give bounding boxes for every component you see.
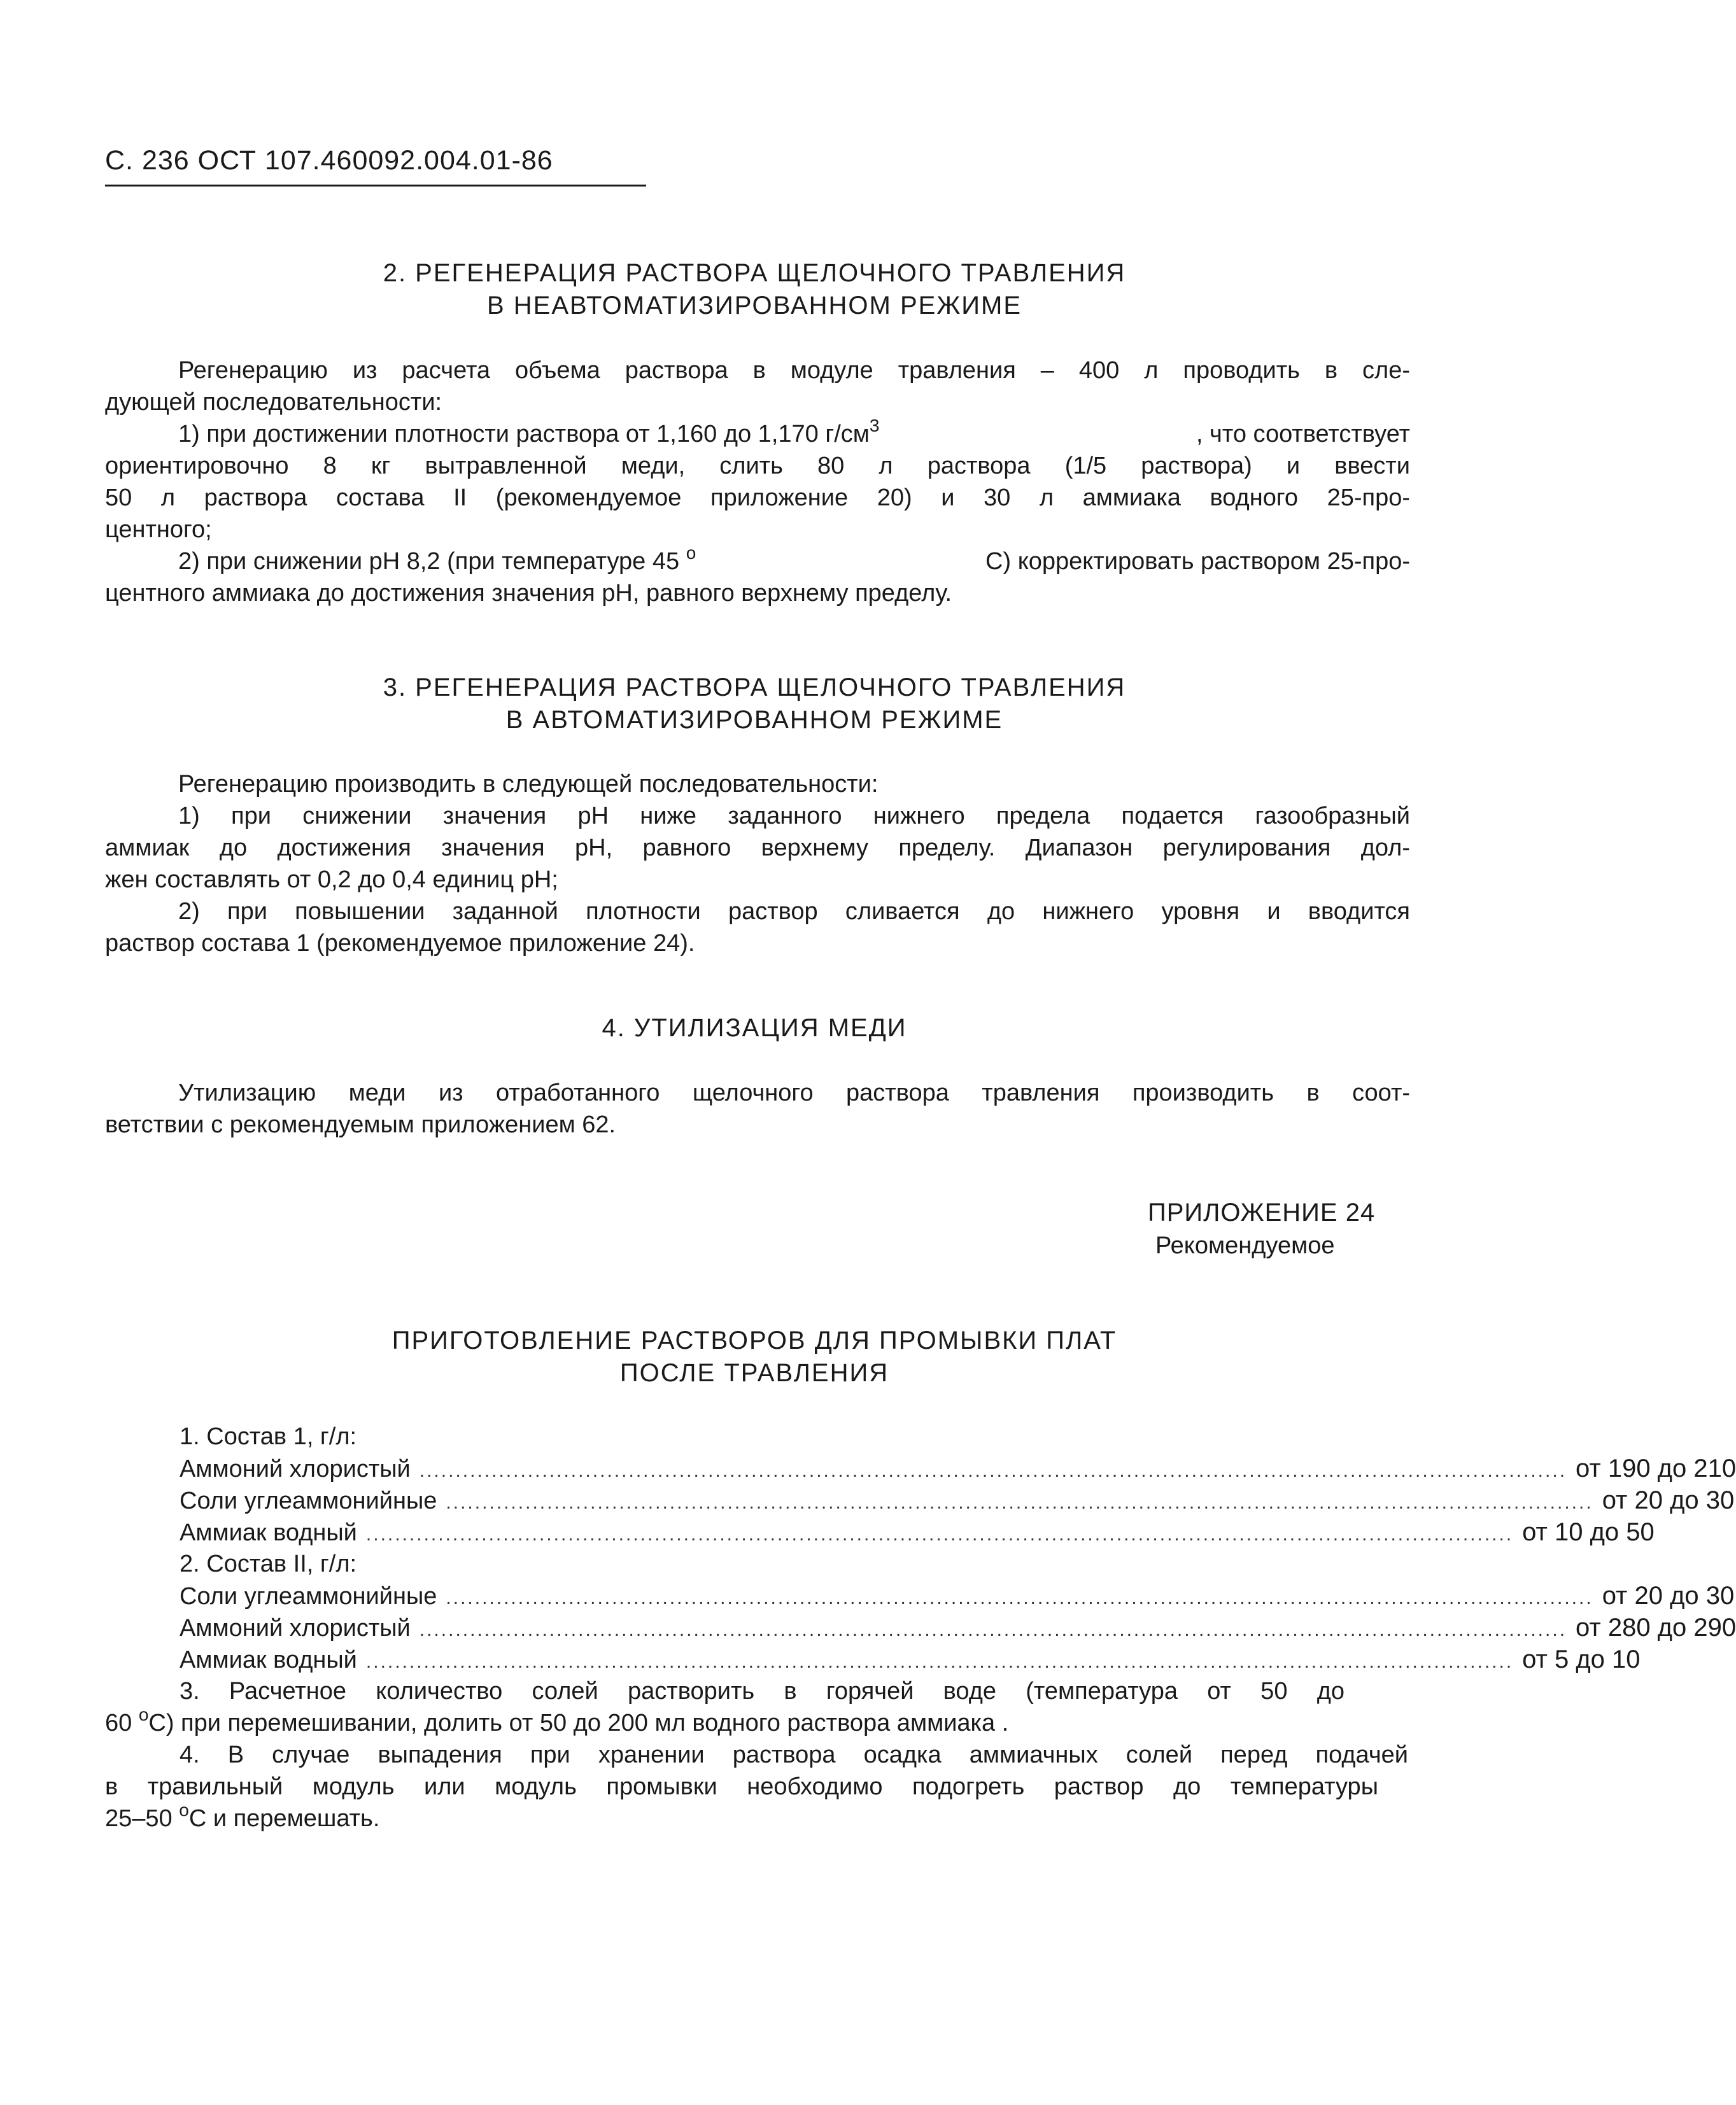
density-text: 1) при достижении плотности раствора от 1,160 до 1,170 $г/см^3$ (178, 416, 880, 447)
composition-2-title: 2. Состав II, г/л: (180, 1551, 357, 1577)
section-2-line-7 (178, 543, 1410, 577)
appendix-line-6: в травильный модуль или модуль промывки необходимо подогреть раствор до температуры (105, 1773, 1378, 1800)
section-2-line-4: ориентировочно 8 кг вытравленной меди, слить 80 л раствора (1/5 раствора) и ввести (105, 453, 1410, 479)
ingredient-amount: от 20 до 30 (1602, 1486, 1735, 1514)
leader-dots: ............................................................................................................................................................... (446, 1492, 1593, 1513)
ingredient-name: Соли углеаммонийные (180, 1583, 437, 1610)
section-4-line-1: Утилизацию меди из отработанного щелочного раствора травления производить в соот- (178, 1080, 1410, 1106)
composition-2-row (180, 1612, 1736, 1646)
ingredient-name: Аммоний хлористый (180, 1456, 411, 1482)
section-2-line-3 (178, 418, 1410, 450)
section-3-title-line-2: В АВТОМАТИЗИРОВАННОМ РЕЖИМЕ (505, 706, 1003, 734)
composition-1-title: 1. Состав 1, г/л: (180, 1423, 357, 1450)
section-2-title-line-1: 2. РЕГЕНЕРАЦИЯ РАСТВОРА ЩЕЛОЧНОГО ТРАВЛЕНИЯ (383, 259, 1126, 287)
leader-dots: ............................................................................................................................................................... (419, 1619, 1567, 1640)
cube-superscript: 3 (869, 416, 880, 435)
composition-1-row (180, 1484, 1735, 1519)
composition-2-row (180, 1644, 1641, 1678)
section-3-line-1: Регенерацию производить в следующей последовательности: (178, 771, 879, 798)
appendix-status: Рекомендуемое (1155, 1232, 1335, 1259)
degree-superscript: о (686, 543, 696, 563)
ingredient-amount: от 5 до 10 (1522, 1645, 1641, 1673)
ingredient-amount: от 10 до 50 (1522, 1518, 1655, 1546)
degree-superscript: о (138, 1705, 149, 1724)
appendix-label: ПРИЛОЖЕНИЕ 24 (1148, 1199, 1376, 1227)
section-4-title: 4. УТИЛИЗАЦИЯ МЕДИ (602, 1014, 907, 1042)
section-3-line-4: жен составлять от 0,2 до 0,4 единиц рН; (105, 866, 558, 893)
header-rule (105, 185, 646, 187)
section-3-line-2: 1) при снижении значения рН ниже заданного нижнего предела подается газообразный (178, 803, 1410, 829)
section-2-line-5: 50 л раствора состава II (рекомендуемое приложение 20) и 30 л аммиака водного 25-про- (105, 484, 1410, 511)
appendix-line-3: 3. Расчетное количество солей растворить в горячей воде (температура от 50 до (180, 1678, 1344, 1705)
section-3-line-6: раствор состава 1 (рекомендуемое приложение 24). (105, 930, 695, 957)
ingredient-amount: от 20 до 30 (1602, 1582, 1735, 1610)
section-2-line-2: дующей последовательности: (105, 389, 442, 416)
ingredient-name: Аммиак водный (180, 1519, 357, 1546)
appendix-line-5: 4. В случае выпадения при хранении раствора осадка аммиачных солей перед подачей (180, 1742, 1408, 1768)
appendix-title-line-2: ПОСЛЕ ТРАВЛЕНИЯ (619, 1359, 889, 1387)
leader-dots: ............................................................................................................................................................... (365, 1651, 1514, 1672)
section-2-line-8: центного аммиака до достижения значения рН, равного верхнему пределу. (105, 580, 952, 607)
density-text-tail: , что соответствует (1196, 421, 1410, 447)
appendix-title-line-1: ПРИГОТОВЛЕНИЕ РАСТВОРОВ ДЛЯ ПРОМЫВКИ ПЛАТ (392, 1327, 1117, 1355)
ingredient-amount: от 280 до 290 (1576, 1614, 1736, 1642)
composition-1-row (180, 1453, 1736, 1487)
section-2-title-line-2: В НЕАВТОМАТИЗИРОВАННОМ РЕЖИМЕ (486, 292, 1022, 320)
section-3-title-line-1: 3. РЕГЕНЕРАЦИЯ РАСТВОРА ЩЕЛОЧНОГО ТРАВЛЕНИЯ (383, 673, 1126, 701)
degree-superscript: о (179, 1800, 189, 1820)
leader-dots: ............................................................................................................................................................... (419, 1460, 1567, 1481)
ingredient-amount: от 190 до 210 (1576, 1454, 1736, 1482)
ph-text: 2) при снижении рН 8,2 (при температуре 45 $^о$ (178, 543, 696, 575)
ingredient-name: Аммиак водный (180, 1647, 357, 1673)
section-4-line-2: ветствии с рекомендуемым приложением 62. (105, 1111, 616, 1138)
composition-1-row (180, 1516, 1655, 1551)
section-2-line-1: Регенерацию из расчета объема раствора в модуле травления – 400 л проводить в сле- (178, 357, 1410, 384)
ingredient-name: Аммоний хлористый (180, 1615, 411, 1642)
leader-dots: ............................................................................................................................................................... (365, 1524, 1514, 1545)
leader-dots: ............................................................................................................................................................... (446, 1588, 1593, 1609)
ingredient-name: Соли углеаммонийные (180, 1488, 437, 1514)
appendix-line-4: 60 $^о$С) при перемешивании, долить от 50 до 200 мл водного раствора аммиака . (105, 1705, 1009, 1736)
section-2-line-6: центного; (105, 516, 212, 543)
page-header: С. 236 ОСТ 107.460092.004.01-86 (105, 145, 553, 176)
ph-text-tail: С) корректировать раствором 25-про- (985, 548, 1410, 575)
appendix-line-7: 25–50 $^о$С и перемешать. (105, 1800, 380, 1832)
section-3-line-3: аммиак до достижения значения рН, равного верхнему пределу. Диапазон регулирования дол- (105, 834, 1410, 861)
section-3-line-5: 2) при повышении заданной плотности раствор сливается до нижнего уровня и вводится (178, 898, 1410, 925)
composition-2-row (180, 1580, 1735, 1614)
